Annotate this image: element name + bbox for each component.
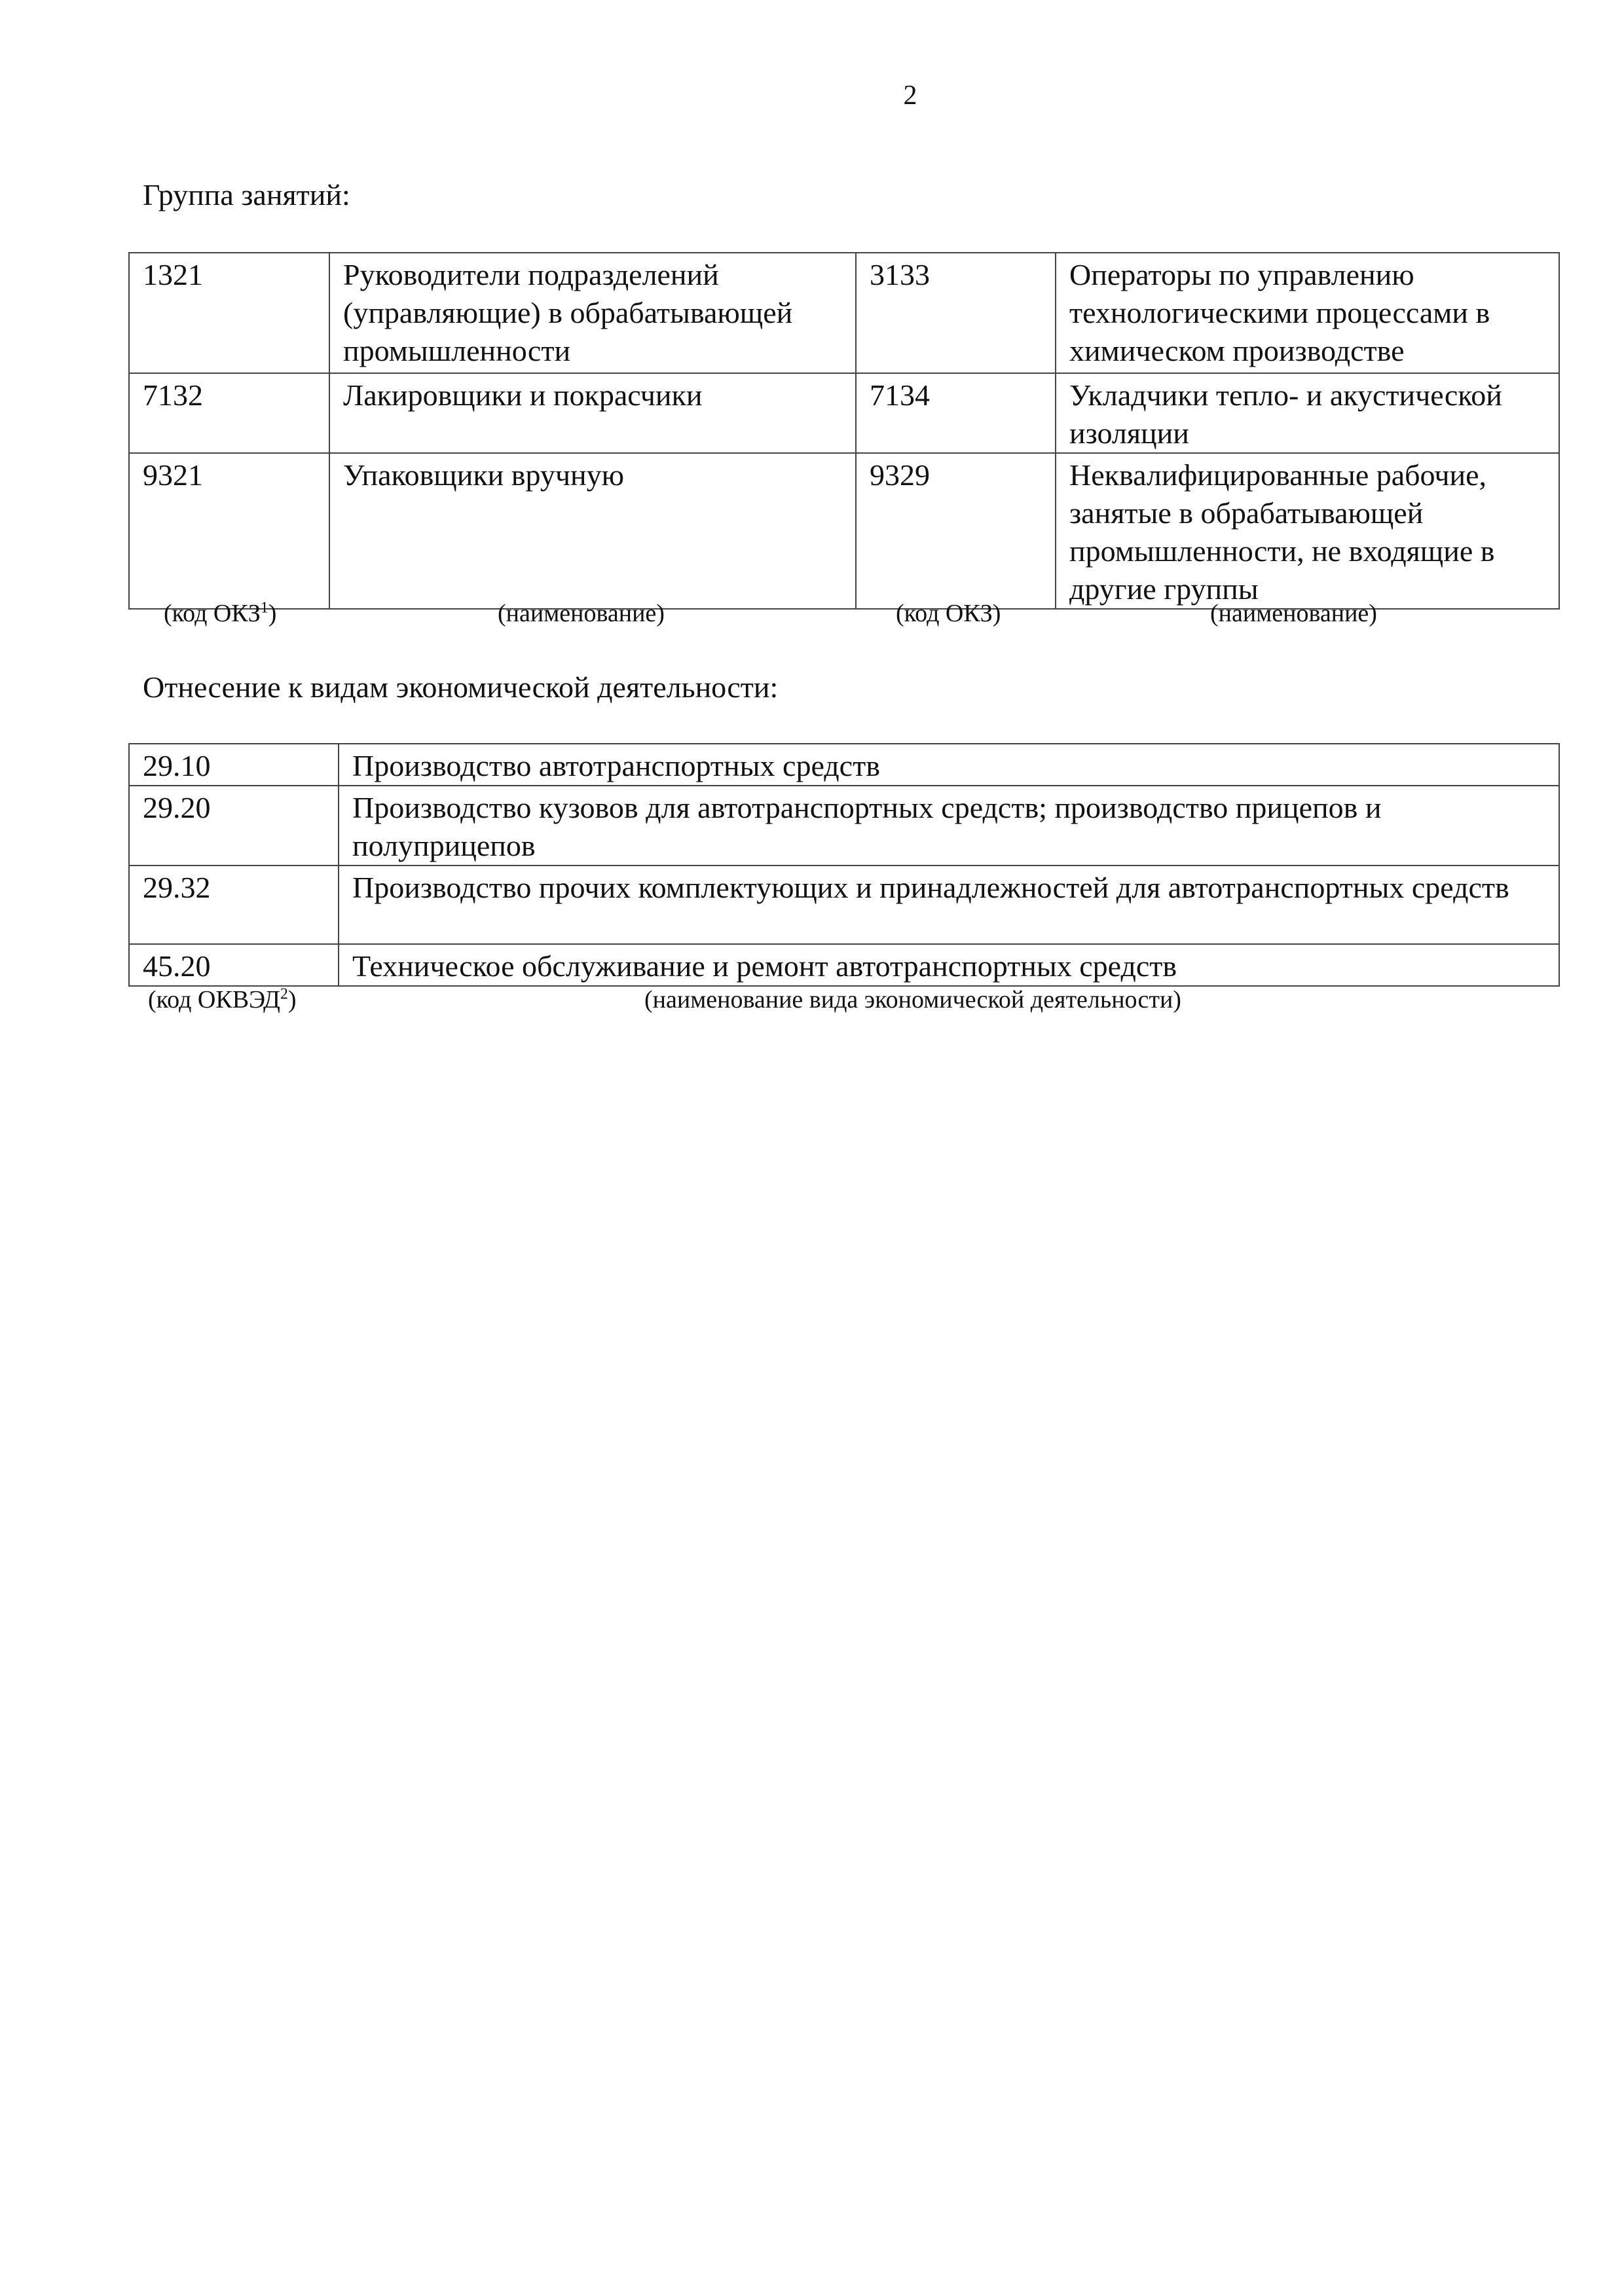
caption-close-paren: ) [268,600,277,627]
economic-activity-table [128,743,1560,987]
table-row [129,744,1559,786]
table-row [129,253,1559,373]
occupation-name-cell: Укладчики тепло- и акустической изоляции [1056,373,1559,453]
okved-code-cell: 29.20 [129,786,339,866]
okz-code-cell: 1321 [129,253,329,373]
okved-code-cell: 29.32 [129,866,339,944]
okz-code-cell: 7134 [856,373,1056,453]
occupation-group-table [128,252,1560,610]
okved-code-cell: 45.20 [129,944,339,986]
okz-code-caption-second: (код ОКЗ) [896,600,1001,627]
okz-code-cell: 7132 [129,373,329,453]
occupation-name-caption-second: (наименование) [1210,600,1377,627]
occupation-name-cell: Операторы по управлению технологическими процессами в химическом производстве [1056,253,1559,373]
okz-code-caption-text: (код ОКЗ [164,600,261,627]
occupation-group-heading: Группа занятий: [143,178,350,211]
okved-code-caption-text: (код ОКВЭД [148,986,280,1013]
table-row [129,786,1559,866]
activity-name-cell: Производство автотранспортных средств [339,744,1559,786]
table-row [129,944,1559,986]
caption-close-paren: ) [287,986,297,1013]
activity-name-cell: Производство кузовов для автотранспортных средств; производство прицепов и полуприцепов [339,786,1559,866]
occupation-name-cell: Упаковщики вручную [329,453,856,609]
occupation-name-cell: Руководители подразделений (управляющие) в обрабатывающей промышленности [329,253,856,373]
okz-code-caption [164,599,276,628]
table-row [129,373,1559,453]
activity-name-cell: Техническое обслуживание и ремонт автотранспортных средств [339,944,1559,986]
page-number: 2 [903,81,917,111]
activity-name-cell: Производство прочих комплектующих и принадлежностей для автотранспортных средств [339,866,1559,944]
footnote-mark: 2 [280,985,288,1003]
table-row [129,866,1559,944]
okz-code-cell: 3133 [856,253,1056,373]
occupation-name-caption: (наименование) [498,600,665,627]
okz-code-cell: 9329 [856,453,1056,609]
occupation-name-cell: Неквалифицированные рабочие, занятые в обрабатывающей промышленности, не входящие в другие группы [1056,453,1559,609]
economic-activity-heading: Отнесение к видам экономической деятельности: [143,670,779,704]
table-row [129,453,1559,609]
occupation-name-cell: Лакировщики и покрасчики [329,373,856,453]
activity-name-caption: (наименование вида экономической деятельности) [644,986,1181,1013]
okved-code-caption [148,985,297,1014]
okz-code-cell: 9321 [129,453,329,609]
footnote-mark: 1 [260,599,268,617]
okved-code-cell: 29.10 [129,744,339,786]
